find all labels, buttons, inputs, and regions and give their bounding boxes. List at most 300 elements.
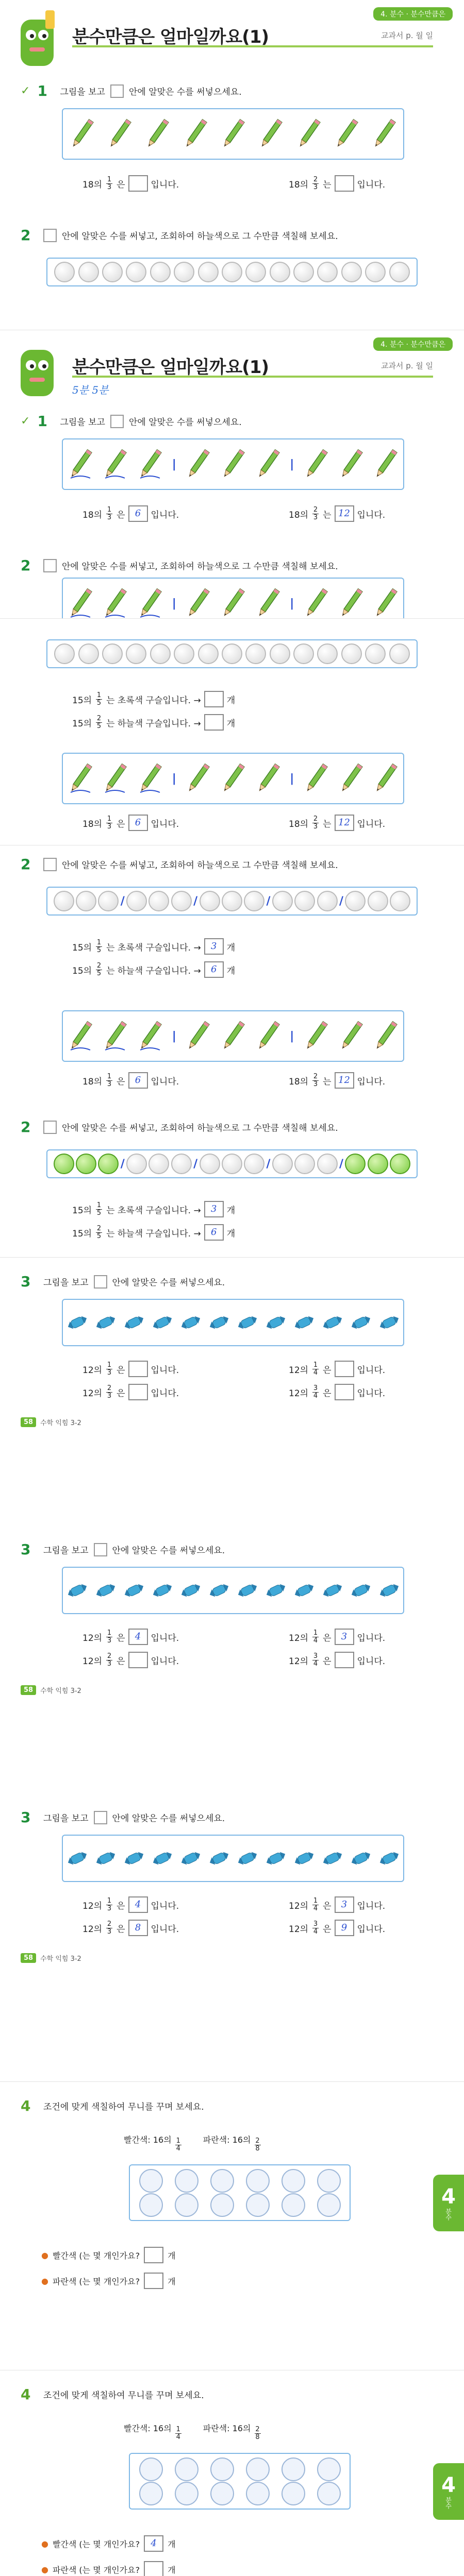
ans-tail: 입니다.: [357, 1656, 386, 1667]
frac-den: 3: [107, 1392, 112, 1400]
pencil-icon: [183, 116, 208, 152]
bottle-cap-icon[interactable]: [281, 2193, 305, 2217]
pencil-icon: [255, 1018, 281, 1054]
q1-instr-pre: 그림을 보고: [60, 417, 105, 428]
frac-num: 2: [255, 2426, 260, 2433]
unit: 개: [168, 2276, 176, 2286]
q4-blue-question: [41, 2561, 176, 2576]
candy-icon: [263, 1304, 289, 1341]
frac-num: 1: [107, 815, 112, 823]
marble-icon[interactable]: [222, 891, 242, 911]
q1-answer-1: [82, 175, 179, 192]
marble-icon[interactable]: [126, 1154, 147, 1174]
chapter-tab[interactable]: [433, 2463, 464, 2520]
answer-input[interactable]: [128, 1652, 148, 1668]
answer-input[interactable]: 6: [128, 1072, 148, 1089]
blue-rule: [203, 2133, 262, 2153]
marble-icon[interactable]: [54, 643, 75, 664]
fraction: [312, 1921, 319, 1936]
book-label: 수학 익힘 3-2: [40, 1955, 81, 1963]
answer-input[interactable]: 6: [204, 1224, 224, 1241]
bottle-cap-icon[interactable]: [139, 2193, 163, 2217]
answer-input[interactable]: [335, 1384, 354, 1400]
ans-post: 은: [323, 1365, 332, 1376]
q4-blue-question: [41, 2273, 176, 2289]
ans-tail: 입니다.: [151, 1633, 179, 1643]
ans-pre: 12의: [82, 1388, 103, 1399]
ans-post: 은: [117, 510, 125, 520]
candy-frame: [62, 1567, 404, 1614]
bottle-cap-icon[interactable]: [175, 2458, 198, 2481]
group-divider: |: [290, 772, 294, 785]
marble-icon[interactable]: [78, 643, 99, 664]
marble-icon[interactable]: [317, 262, 338, 282]
ans-pre: 12의: [289, 1388, 309, 1399]
marble-icon[interactable]: [54, 262, 75, 282]
fraction: [312, 1385, 319, 1400]
frac-den: 3: [107, 1080, 112, 1088]
candy-frame: [62, 1835, 404, 1882]
marble-icon[interactable]: [272, 891, 293, 911]
frac-den: 3: [107, 1636, 112, 1645]
q2-line-2: [72, 961, 235, 978]
marble-icon[interactable]: [293, 262, 314, 282]
q2-instr: 안에 알맞은 수를 써넣고, 조회하여 하늘색으로 그 수만큼 색칠해 보세요.: [62, 1123, 338, 1133]
marble-icon[interactable]: [317, 891, 338, 911]
marble-icon[interactable]: [200, 1154, 220, 1174]
frac-num: 2: [313, 175, 318, 183]
mascot-icon: [11, 9, 63, 73]
date-meta: 교과서 p. 월 일: [380, 30, 433, 40]
q1-answer-2: [289, 1072, 385, 1089]
page-footer: [21, 1953, 81, 1963]
ans-pre: 12의: [82, 1924, 103, 1935]
marble-icon[interactable]: [245, 262, 266, 282]
pencil-icon: [338, 585, 364, 619]
answer-input[interactable]: 3: [204, 1201, 224, 1217]
answer-input[interactable]: 8: [128, 1920, 148, 1936]
bottle-cap-icon[interactable]: [281, 2482, 305, 2505]
date-meta: 교과서 p. 월 일: [380, 361, 433, 370]
ans-tail: 입니다.: [357, 1388, 386, 1399]
bottle-cap-icon[interactable]: [210, 2193, 234, 2217]
candy-icon: [376, 1572, 402, 1608]
page-number: 58: [21, 1417, 36, 1427]
ans-post: 은: [117, 1633, 125, 1643]
ans-post: 은: [117, 1656, 125, 1667]
answer-input[interactable]: 12: [335, 815, 354, 831]
bullet-icon: ●: [41, 2250, 48, 2260]
marble-icon[interactable]: [171, 891, 192, 911]
candy-icon: [206, 1572, 232, 1608]
answer-input[interactable]: [335, 175, 354, 192]
line-post: 는 하늘색 구슬입니다. →: [106, 718, 201, 729]
group-divider: /: [266, 1157, 271, 1171]
bottle-cap-icon[interactable]: [317, 2193, 341, 2217]
marble-icon[interactable]: [389, 643, 410, 664]
frac-num: 1: [107, 1361, 112, 1369]
q3-instr-post: 안에 알맞은 수를 써넣으세요.: [112, 1278, 225, 1288]
worksheet-q1-filled: [0, 330, 464, 619]
fraction: [312, 1073, 319, 1088]
marble-icon[interactable]: [390, 891, 410, 911]
frac-num: 1: [107, 1629, 112, 1637]
bottle-cap-icon[interactable]: [139, 2482, 163, 2505]
ans-pre: 18의: [289, 179, 309, 190]
marble-icon[interactable]: [245, 643, 266, 664]
q3-block: [0, 1531, 464, 1788]
frac-den: 3: [313, 822, 318, 831]
bottle-cap-icon[interactable]: [139, 2458, 163, 2481]
frac-num: 2: [107, 1652, 112, 1660]
q3-answer: [82, 1629, 179, 1645]
candy-icon: [64, 1840, 90, 1876]
ans-post: 는: [323, 1076, 332, 1087]
bullet-icon: ●: [41, 2276, 48, 2286]
frac-den: 4: [313, 1392, 318, 1400]
fraction: [96, 715, 102, 730]
answer-input[interactable]: [204, 691, 224, 707]
bottle-cap-icon[interactable]: [210, 2458, 234, 2481]
pencil-frame-divided: [62, 753, 404, 804]
q3-number: 3: [21, 1541, 31, 1558]
q3-answer: [289, 1920, 385, 1936]
frac-num: 2: [313, 815, 318, 823]
marble-icon[interactable]: [293, 643, 314, 664]
marble-row: [46, 258, 418, 286]
marble-icon[interactable]: [317, 1154, 338, 1174]
q3-answer: [82, 1920, 179, 1936]
ans-post: 은: [117, 1388, 125, 1399]
line-post: 는 하늘색 구슬입니다. →: [106, 1228, 201, 1239]
answer-input[interactable]: [204, 714, 224, 731]
line-post: 는 하늘색 구슬입니다. →: [106, 965, 201, 976]
fraction: [255, 2426, 261, 2441]
pencil-frame-divided: [62, 1010, 404, 1062]
answer-input[interactable]: 3: [335, 1629, 354, 1645]
ans-post: 은: [117, 1076, 125, 1087]
candy-icon: [291, 1572, 317, 1608]
answer-input[interactable]: [335, 1361, 354, 1377]
group-divider: |: [172, 772, 176, 785]
worksheet-q2: [0, 618, 464, 845]
chapter-number: 4: [441, 2185, 456, 2209]
q4-number: 4: [21, 2386, 31, 2403]
fraction: [96, 1202, 102, 1217]
answer-input[interactable]: [335, 1652, 354, 1668]
marble-icon[interactable]: [341, 643, 362, 664]
q4-instruction: [21, 2386, 204, 2403]
marble-icon[interactable]: [345, 1154, 366, 1174]
answer-input[interactable]: 4: [144, 2535, 163, 2552]
frac-num: 1: [96, 938, 102, 946]
ans-post: 은: [323, 1388, 332, 1399]
answer-input[interactable]: [128, 1361, 148, 1377]
marble-icon[interactable]: [368, 891, 388, 911]
worksheet-blank: [0, 0, 464, 330]
fraction: [312, 1362, 319, 1377]
ans-tail: 입니다.: [357, 1076, 386, 1087]
line-pre: 15의: [72, 965, 92, 976]
ans-post: 은: [117, 1365, 125, 1376]
bottle-cap-icon[interactable]: [139, 2169, 163, 2193]
frac-num: 2: [96, 714, 102, 722]
answer-input[interactable]: 12: [335, 1072, 354, 1089]
answer-input[interactable]: 4: [128, 1896, 148, 1913]
pencil-icon: [102, 446, 128, 482]
q4-instruction: [21, 2097, 204, 2114]
bottle-cap-grid-circled: [129, 2453, 351, 2510]
pencil-icon: [338, 446, 364, 482]
marble-icon[interactable]: [76, 891, 96, 911]
bottle-cap-icon[interactable]: [317, 2169, 341, 2193]
marble-icon[interactable]: [150, 262, 171, 282]
ans-tail: 입니다.: [357, 510, 386, 520]
q3-block: [0, 1263, 464, 1520]
answer-input[interactable]: 6: [128, 505, 148, 522]
fraction: [106, 1073, 112, 1088]
frac-num: 2: [255, 2137, 260, 2145]
frac-den: 3: [107, 1904, 112, 1912]
marble-icon[interactable]: [270, 262, 290, 282]
answer-input[interactable]: 6: [128, 815, 148, 831]
ans-post: 은: [117, 819, 125, 829]
marble-icon[interactable]: [174, 262, 194, 282]
answer-input[interactable]: [144, 2273, 163, 2289]
pencil-icon: [69, 116, 95, 152]
bottle-cap-icon[interactable]: [210, 2169, 234, 2193]
answer-input[interactable]: 4: [128, 1629, 148, 1645]
ans-post: 는: [323, 179, 332, 190]
blank-box-icon: [110, 415, 124, 428]
marble-icon[interactable]: [174, 643, 194, 664]
bottle-cap-icon[interactable]: [175, 2482, 198, 2505]
pencil-icon: [144, 116, 170, 152]
bottle-cap-icon[interactable]: [317, 2458, 341, 2481]
line-pre: 15의: [72, 695, 92, 706]
candy-icon: [291, 1840, 317, 1876]
ans-pre: 12의: [82, 1656, 103, 1667]
answer-input[interactable]: 12: [335, 505, 354, 522]
answer-input[interactable]: 6: [204, 961, 224, 978]
marble-icon[interactable]: [390, 1154, 410, 1174]
candy-frame: [62, 1299, 404, 1346]
red-rule-label: 빨간색: 16의: [124, 2135, 172, 2145]
blank-box-icon: [43, 1121, 57, 1134]
q1-instr-pre: 그림을 보고: [60, 87, 105, 97]
q2-instruction: [21, 1118, 338, 1136]
pencil-icon: [371, 116, 397, 152]
chapter-tab[interactable]: [433, 2175, 464, 2231]
bottle-cap-icon[interactable]: [281, 2458, 305, 2481]
marble-icon[interactable]: [365, 643, 386, 664]
ans-post: 은: [117, 1901, 125, 1911]
q3-answer: [289, 1896, 385, 1913]
group-divider: |: [290, 457, 294, 471]
marble-icon[interactable]: [317, 643, 338, 664]
q2-number: 2: [21, 856, 31, 873]
frac-num: 1: [107, 175, 112, 183]
candy-icon: [150, 1840, 175, 1876]
marble-icon[interactable]: [244, 1154, 264, 1174]
marble-icon[interactable]: [200, 891, 220, 911]
q2-number: 2: [21, 557, 31, 574]
frac-num: 3: [313, 1652, 318, 1660]
pencil-icon: [255, 446, 281, 482]
blank-box-icon: [110, 84, 124, 98]
bottle-cap-icon[interactable]: [317, 2482, 341, 2505]
candy-icon: [178, 1840, 204, 1876]
group-divider: /: [193, 894, 198, 908]
frac-den: 5: [96, 1232, 102, 1240]
answer-input[interactable]: [144, 2561, 163, 2576]
group-divider: |: [172, 457, 176, 471]
blank-box-icon: [94, 1275, 107, 1289]
frac-den: 3: [107, 1368, 112, 1377]
marble-icon[interactable]: [126, 262, 146, 282]
bottle-cap-icon[interactable]: [175, 2193, 198, 2217]
marble-icon[interactable]: [198, 262, 219, 282]
q3-answer: [82, 1896, 179, 1913]
answer-input[interactable]: [144, 2247, 163, 2263]
marble-icon[interactable]: [126, 891, 147, 911]
frac-num: 1: [96, 1201, 102, 1209]
marble-icon[interactable]: [171, 1154, 192, 1174]
frac-den: 4: [313, 1636, 318, 1645]
marble-icon[interactable]: [148, 1154, 169, 1174]
marble-icon[interactable]: [150, 643, 171, 664]
line-pre: 15의: [72, 1205, 92, 1216]
q4-color-rules: [124, 2422, 262, 2441]
candy-icon: [121, 1572, 147, 1608]
marble-icon[interactable]: [222, 262, 242, 282]
answer-input[interactable]: 3: [204, 938, 224, 955]
marble-icon[interactable]: [126, 643, 146, 664]
marble-icon[interactable]: [102, 262, 123, 282]
frac-den: 3: [313, 1080, 318, 1088]
marble-icon[interactable]: [294, 1154, 315, 1174]
ans-tail: 입니다.: [151, 1388, 179, 1399]
q1-answer-2: [289, 175, 385, 192]
marble-icon[interactable]: [389, 262, 410, 282]
q2-line-2: [72, 714, 235, 731]
group-divider: /: [120, 1157, 125, 1171]
answer-input[interactable]: 9: [335, 1920, 354, 1936]
answer-input[interactable]: [128, 1384, 148, 1400]
ans-tail: 입니다.: [357, 1365, 386, 1376]
frac-num: 2: [96, 961, 102, 970]
frac-num: 2: [313, 1072, 318, 1080]
marble-icon[interactable]: [102, 643, 123, 664]
candy-icon: [93, 1304, 119, 1341]
bottle-cap-icon[interactable]: [246, 2482, 270, 2505]
frac-num: 3: [313, 1920, 318, 1928]
bottle-cap-icon[interactable]: [281, 2169, 305, 2193]
pencil-frame: [62, 108, 404, 160]
marble-icon[interactable]: [76, 1154, 96, 1174]
bottle-cap-icon[interactable]: [246, 2458, 270, 2481]
frac-den: 5: [96, 1209, 102, 1217]
ans-tail: 입니다.: [151, 510, 179, 520]
ans-tail: 입니다.: [151, 819, 179, 829]
ans-post: 는: [323, 819, 332, 829]
unit: 개: [226, 965, 236, 976]
marble-icon[interactable]: [272, 1154, 293, 1174]
q3-answer: [82, 1384, 179, 1400]
ans-tail: 입니다.: [357, 819, 386, 829]
ans-pre: 18의: [82, 510, 103, 520]
frac-den: 4: [176, 2145, 180, 2153]
frac-num: 1: [107, 505, 112, 514]
candy-icon: [263, 1572, 289, 1608]
marble-icon[interactable]: [54, 891, 74, 911]
bottle-cap-icon[interactable]: [246, 2169, 270, 2193]
q2-number: 2: [21, 227, 31, 244]
bottle-cap-icon[interactable]: [210, 2482, 234, 2505]
red-rule-label: 빨간색: 16의: [124, 2424, 172, 2433]
q4-red-question: [41, 2247, 176, 2263]
bottle-cap-icon[interactable]: [246, 2193, 270, 2217]
marble-icon[interactable]: [222, 643, 242, 664]
fraction: [106, 1630, 112, 1645]
frac-den: 5: [96, 722, 102, 730]
marble-icon[interactable]: [148, 891, 169, 911]
marble-icon[interactable]: [294, 891, 315, 911]
marble-icon[interactable]: [270, 643, 290, 664]
page-footer: [21, 1685, 81, 1695]
ans-tail: 입니다.: [357, 1901, 386, 1911]
q2-instruction: [21, 227, 338, 244]
candy-icon: [235, 1572, 260, 1608]
candy-icon: [348, 1840, 374, 1876]
marble-icon[interactable]: [54, 1154, 74, 1174]
marble-icon[interactable]: [198, 643, 219, 664]
marble-icon[interactable]: [365, 262, 386, 282]
fraction: [106, 816, 112, 831]
worksheet-q2-filled: [0, 845, 464, 1258]
q1-answer-2: [289, 815, 385, 831]
q2-line-1: [72, 1201, 235, 1217]
answer-input[interactable]: [128, 175, 148, 192]
bottle-cap-icon[interactable]: [175, 2169, 198, 2193]
marble-icon[interactable]: [341, 262, 362, 282]
marble-icon[interactable]: [98, 1154, 119, 1174]
marble-icon[interactable]: [368, 1154, 388, 1174]
frac-den: 5: [96, 699, 102, 707]
pencil-icon: [185, 585, 211, 619]
frac-num: 2: [107, 1384, 112, 1392]
q2-instruction: [21, 856, 338, 873]
marble-icon[interactable]: [345, 891, 366, 911]
ans-tail: 입니다.: [357, 1633, 386, 1643]
answer-input[interactable]: 3: [335, 1896, 354, 1913]
worksheet-q3: [0, 1257, 464, 2072]
page-footer: [21, 1417, 81, 1427]
group-divider: /: [193, 1157, 198, 1171]
pencil-icon: [68, 1018, 93, 1054]
marble-icon[interactable]: [222, 1154, 242, 1174]
marble-row: [46, 639, 418, 668]
pencil-icon: [137, 585, 163, 619]
marble-icon[interactable]: [98, 891, 119, 911]
candy-icon: [93, 1840, 119, 1876]
page-header: [0, 330, 464, 408]
line-post: 는 초록색 구슬입니다. →: [106, 942, 201, 953]
bullet-icon: ●: [41, 2564, 48, 2574]
candy-icon: [93, 1572, 119, 1608]
marble-icon[interactable]: [244, 891, 264, 911]
marble-icon[interactable]: [78, 262, 99, 282]
